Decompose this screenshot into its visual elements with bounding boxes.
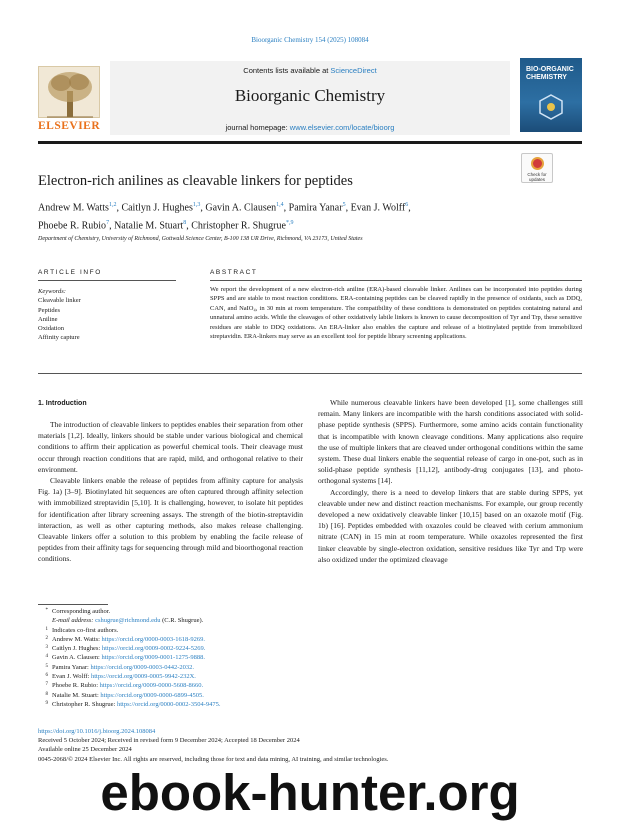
watermark: ebook-hunter.org: [100, 764, 520, 821]
author-affil-mark[interactable]: 1,3: [192, 202, 201, 208]
author-affil-mark[interactable]: 8: [183, 219, 187, 226]
author-list: Andrew M. Watts$^{1,2}$, Caitlyn J. Hughes$^{1,3}$, Gavin A. Clausen$^{1,4}$, Pamira Yanar$^5$, Evan J. Wolff$^6$, Phoebe R. Rubio$^7$, Natalie M. Stuart$^8$, Christopher R. Shugrue$^{*,9}$: [38, 202, 411, 232]
doi-link[interactable]: https://doi.org/10.1016/j.bioorg.2024.108084: [38, 728, 156, 735]
email-link[interactable]: cshugrue@richmond.edu: [95, 617, 161, 625]
body-column-left: [38, 419, 303, 565]
available-online: Available online 25 December 2024: [38, 746, 132, 754]
molecule-icon: [534, 92, 568, 122]
orcid-author: Andrew M. Watts:: [52, 635, 100, 643]
orcid-link[interactable]: https://orcid.org/0009-0000-6899-4505.: [100, 691, 204, 699]
journal-cover[interactable]: [520, 58, 582, 132]
orcid-link[interactable]: https://orcid.org/0009-0005-9942-232X.: [90, 673, 196, 681]
contents-prefix: Contents lists available at: [243, 66, 329, 75]
contents-line: [110, 66, 510, 75]
author-affil-mark[interactable]: 5: [342, 202, 346, 208]
orcid-author: Natalie M. Stuart:: [52, 691, 99, 699]
orcid-author: Evan J. Wolff:: [52, 673, 90, 681]
footnote-mark: 2: [45, 635, 48, 641]
cover-title-line-1: BIO-ORGANIC: [526, 66, 574, 73]
author-affil-mark[interactable]: 1,2: [108, 202, 117, 208]
footnote-mark: 8: [45, 691, 48, 697]
cover-title-line-2: CHEMISTRY: [526, 74, 567, 81]
cofirst-note: Indicates co-first authors.: [52, 626, 119, 634]
orcid-footnote: [38, 644, 338, 653]
orcid-footnote: [38, 681, 338, 690]
author-name: Natalie M. Stuart: [114, 220, 184, 232]
orcid-author: Phoebe R. Rubio:: [52, 682, 99, 690]
orcid-link[interactable]: https://orcid.org/0009-0001-1275-9888.: [101, 654, 205, 662]
footnotes: [38, 607, 338, 709]
footnote-mark: *: [45, 608, 48, 613]
orcid-footnote: [38, 672, 338, 681]
article-info-heading: ARTICLE INFO: [38, 269, 102, 276]
orcid-footnote: [38, 635, 338, 644]
abstract-heading: ABSTRACT: [210, 269, 258, 276]
footnote-email: [38, 616, 338, 625]
email-suffix: (C.R. Shugrue).: [162, 617, 204, 625]
author-affil-mark[interactable]: *,9: [285, 219, 294, 226]
crossmark-icon: [531, 157, 544, 170]
keywords-label: Keywords:: [38, 288, 66, 295]
orcid-author: Gavin A. Clausen:: [52, 654, 100, 662]
publication-info: [38, 727, 582, 764]
footnote-corresponding: [38, 607, 338, 616]
orcid-link[interactable]: https://orcid.org/0009-0002-9224-5269.: [101, 645, 206, 653]
elsevier-logo[interactable]: [38, 66, 100, 134]
footnote-mark: 3: [45, 645, 48, 651]
body-column-right: [318, 397, 583, 565]
elsevier-wordmark: ELSEVIER: [38, 120, 101, 132]
body-paragraph: The introduction of cleavable linkers to peptides enables their separation from other materials [1,2]. Ideally, linkers should be stable under various biological and chemical conditions to affirm their application as powerful chemical tools. Their cleavage must occur through reaction conditions that are rapid, mild, and orthogonal relative to their environment.: [38, 420, 303, 474]
orcid-author: Christopher R. Shugrue:: [52, 700, 116, 708]
keyword: Affinity capture: [38, 334, 80, 342]
author-name: Gavin A. Clausen: [205, 202, 277, 214]
orcid-link[interactable]: https://orcid.org/0009-0003-0442-2032.: [90, 663, 194, 671]
orcid-footnote: [38, 691, 338, 700]
body-paragraph: Cleavable linkers enable the release of peptides from affinity capture for analysis Fig. 1a) [3–9]. Biotinylated hit sequences are often captured through affinity selection with immobilized streptavidin [5,10]. It is challenging, however, to isolate hit peptides for identification after library screening assays. The strength of the biotin-streptavidin interaction, as well as other capturing methods, also makes release challenging. Cleavable linkers offer a solution to this problem by enabling the facile release of peptides from their affinity tags for sequencing through mild and bioorthogonal reaction conditions.: [38, 476, 303, 564]
footnote-mark: 1: [45, 626, 48, 632]
check-for-updates-badge[interactable]: [521, 153, 553, 183]
body-paragraph: While numerous cleavable linkers have been developed [1], some challenges still remain. Many linkers are incompatible with the harsh conditions associated with solid-phase peptide synthesis (SPPS). Furthermore, some amino acids contain functionality that is incompatible with known cleavage conditions. Many applications also require the use of multiple linkers that are cleaved under orthogonal conditions within the same system. These dual linkers enable the sequential release of cargo in one-pot, such as in solid-phase peptide synthesis [11,12], antibody-drug conjugates [13], and photo-orthogonal systems [14].: [318, 398, 583, 486]
keyword: Cleavable linker: [38, 297, 81, 305]
journal-name: Bioorganic Chemistry: [234, 86, 386, 105]
author-name: Pamira Yanar: [288, 202, 343, 214]
received-dates: Received 5 October 2024; Received in revised form 9 December 2024; Accepted 18 December 2024: [38, 737, 300, 745]
author-name: Evan J. Wolff: [350, 202, 406, 214]
email-label: E-mail address:: [52, 617, 94, 625]
author-affil-mark[interactable]: 6: [405, 202, 409, 208]
article-title: Electron-rich anilines as cleavable linkers for peptides: [38, 173, 353, 189]
orcid-link[interactable]: https://orcid.org/0009-0000-5608-8660.: [99, 682, 204, 690]
homepage-prefix: journal homepage:: [225, 123, 288, 132]
homepage-link[interactable]: www.elsevier.com/locate/bioorg: [289, 123, 395, 132]
orcid-footnote: [38, 700, 338, 709]
elsevier-tree-icon: [38, 66, 100, 118]
author-affil-mark[interactable]: 7: [106, 219, 110, 226]
keyword: Peptides: [38, 306, 61, 314]
divider: [210, 280, 582, 281]
divider: [38, 280, 176, 281]
orcid-author: Pamira Yanar:: [52, 663, 89, 671]
body-paragraph: Accordingly, there is a need to develop linkers that are stable during SPPS, yet cleavable under new and distinct reaction mechanisms. For example, our group recently developed a new oxidatively cleavable linker [10,15] based on an oxazole motif (Fig. 1b) [16]. Peptides embedded with oxazoles could be cleaved with cerium ammonium nitrate (CAN) in 15 min at room temperature. While oxazoles represented the first linker cleavable by single-electron oxidation, sensitive residues like Tyr and Trp were also oxidized under the optimized cleavage: [318, 487, 583, 564]
abstract-text: We report the development of a new electron-rich aniline (ERA)-based cleavable linker. Anilines can be incorporated into peptides during SPPS and are stable to most reaction conditions. ERA-containing peptides can be cleaved rapidly in the presence of oxidants, such as DDQ, CAN, and NaIO₄, in 30 min at room temperature. The compatibility of these conditions is demonstrated on peptides containing natural and unnatural amino acids. While the cleavages of other oxidatively labile linkers is known to cause decomposition of Tyr and Trp, these sensitive residues are stable to DDQ oxidations. An ERA-linker also enables the capture and release of a biotinylated peptide from immobilized streptavidin. ERA-linkers may serve as an excellent tool for peptide library screening applications.: [210, 286, 582, 341]
keyword: Oxidation: [38, 325, 64, 333]
corresponding-label: Corresponding author.: [52, 608, 111, 615]
affiliation: Department of Chemistry, University of Richmond, Gottwald Science Center, B-100 138 UR Drive, Richmond, VA 23173, United States: [38, 236, 363, 242]
author-name: Phoebe R. Rubio: [38, 220, 107, 232]
orcid-link[interactable]: https://orcid.org/0000-0003-1618-9269.: [101, 635, 206, 643]
section-heading: 1. Introduction: [38, 400, 87, 407]
author-affil-mark[interactable]: 1,4: [276, 202, 284, 208]
keywords-block: [38, 287, 81, 343]
footnote-mark: 7: [45, 682, 48, 688]
footnote-cofirst: [38, 626, 338, 635]
orcid-footnote: [38, 653, 338, 662]
crossmark-label: Check for updates: [527, 172, 547, 182]
orcid-footnote: [38, 663, 338, 672]
footnote-mark: 4: [45, 654, 48, 660]
header-rule: [38, 141, 582, 144]
copyright: 0045-2068/© 2024 Elsevier Inc. All rights are reserved, including those for text and data mining, AI training, and similar technologies.: [38, 755, 389, 763]
sciencedirect-link[interactable]: ScienceDirect: [330, 66, 377, 75]
footnote-rule: [38, 604, 108, 605]
divider: [38, 373, 582, 374]
footnote-mark: 9: [45, 700, 48, 706]
footnote-mark: 5: [45, 663, 48, 669]
journal-citation[interactable]: Bioorganic Chemistry 154 (2025) 108084: [251, 36, 369, 44]
orcid-author: Caitlyn J. Hughes:: [52, 645, 101, 653]
keyword: Aniline: [38, 315, 58, 323]
author-name: Christopher R. Shugrue: [191, 220, 286, 232]
orcid-link[interactable]: https://orcid.org/0000-0002-3504-9475.: [117, 700, 221, 708]
author-name: Andrew M. Watts: [38, 202, 109, 214]
homepage-line: [110, 123, 510, 132]
author-name: Caitlyn J. Hughes: [121, 202, 193, 214]
footnote-mark: 6: [45, 673, 48, 679]
